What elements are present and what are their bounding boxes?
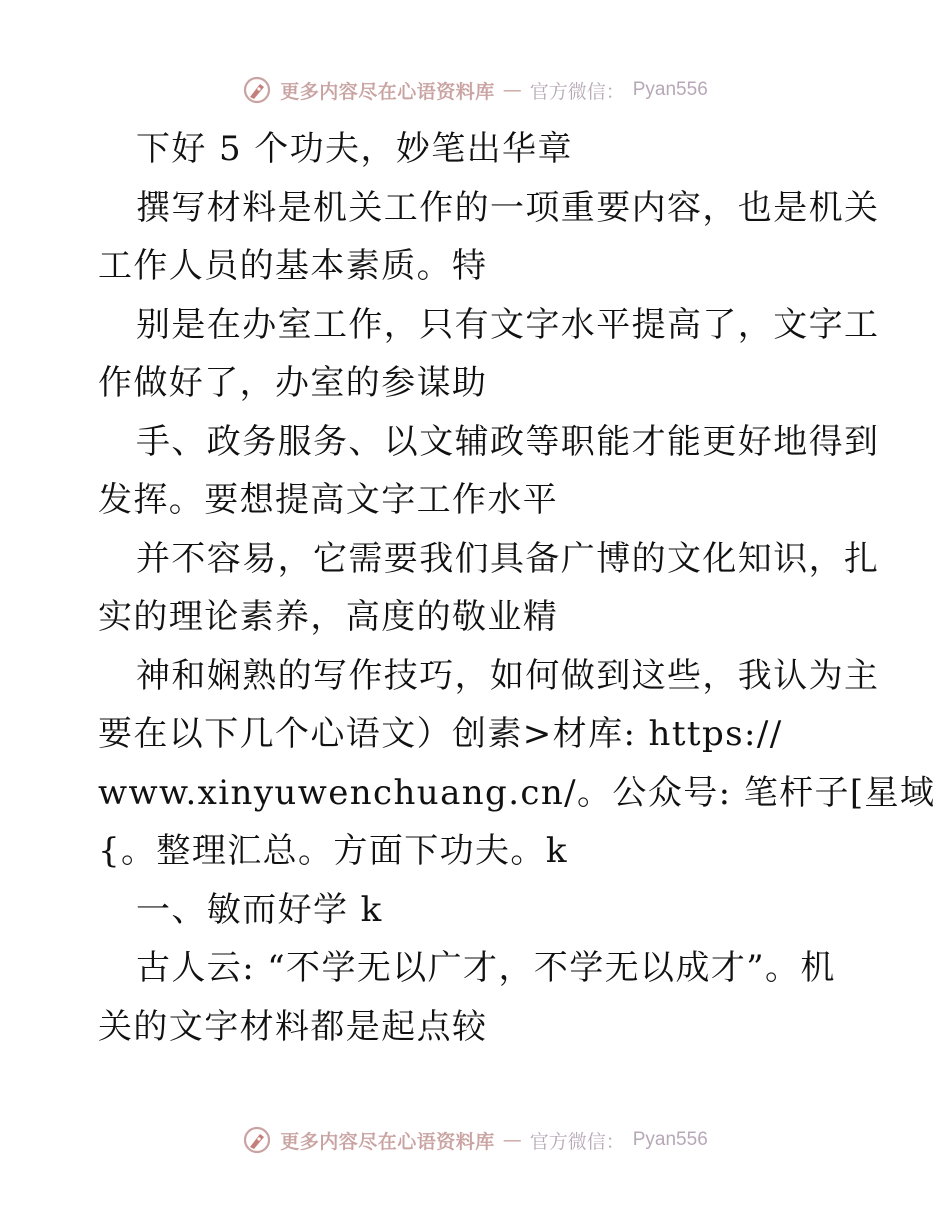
paragraph-line: 别是在办室工作，只有文字水平提高了，文字工 xyxy=(136,304,880,345)
watermark-text: 更多内容尽在心语资料库 xyxy=(280,80,495,103)
paragraph-line: 关的文字材料都是起点较 xyxy=(98,1006,488,1047)
watermark-text: 更多内容尽在心语资料库 xyxy=(280,1130,495,1153)
paragraph-line: 工作人员的基本素质。特 xyxy=(98,246,488,286)
paragraph-line: 要在以下几个心语文）创素>材库: https:// xyxy=(98,714,783,754)
footer-watermark-banner xyxy=(0,1120,950,1160)
pen-nib-circle-icon xyxy=(242,1125,272,1155)
header-watermark-banner xyxy=(0,70,950,110)
wechat-id: Pyan556 xyxy=(632,1129,708,1150)
paragraph-line: 作做好了，办室的参谋助 xyxy=(98,363,488,403)
pen-nib-circle-icon xyxy=(242,75,272,105)
wechat-label: 官方微信： xyxy=(529,80,625,103)
wechat-id: Pyan556 xyxy=(632,79,708,100)
paragraph-line: www.xinyuwenchuang.cn/。公众号: 笔杆子[星域 xyxy=(98,772,936,813)
paragraph-line: 发挥。要想提高文字工作水平 xyxy=(98,480,559,520)
document-title: 下好 5 个功夫，妙笔出华章 xyxy=(136,129,573,169)
document-body xyxy=(98,120,936,1056)
paragraph-line: 撰写材料是机关工作的一项重要内容，也是机关 xyxy=(136,187,880,228)
watermark-separator: — xyxy=(502,1129,522,1151)
paragraph-line: 古人云: “不学无以广才，不学无以成才”。机 xyxy=(136,948,836,988)
section-heading: 一、敏而好学 k xyxy=(136,889,383,930)
paragraph-line: 手、政务服务、以文辅政等职能才能更好地得到 xyxy=(136,421,880,462)
wechat-label: 官方微信： xyxy=(529,1130,625,1153)
paragraph-line: 实的理论素养，高度的敬业精 xyxy=(98,597,559,637)
paragraph-line: 并不容易，它需要我们具备广博的文化知识，扎 xyxy=(136,538,880,579)
watermark-separator: — xyxy=(502,79,522,101)
paragraph-line: 神和娴熟的写作技巧，如何做到这些，我认为主 xyxy=(136,655,880,696)
paragraph-line: {。整理汇总。方面下功夫。k xyxy=(98,831,568,871)
